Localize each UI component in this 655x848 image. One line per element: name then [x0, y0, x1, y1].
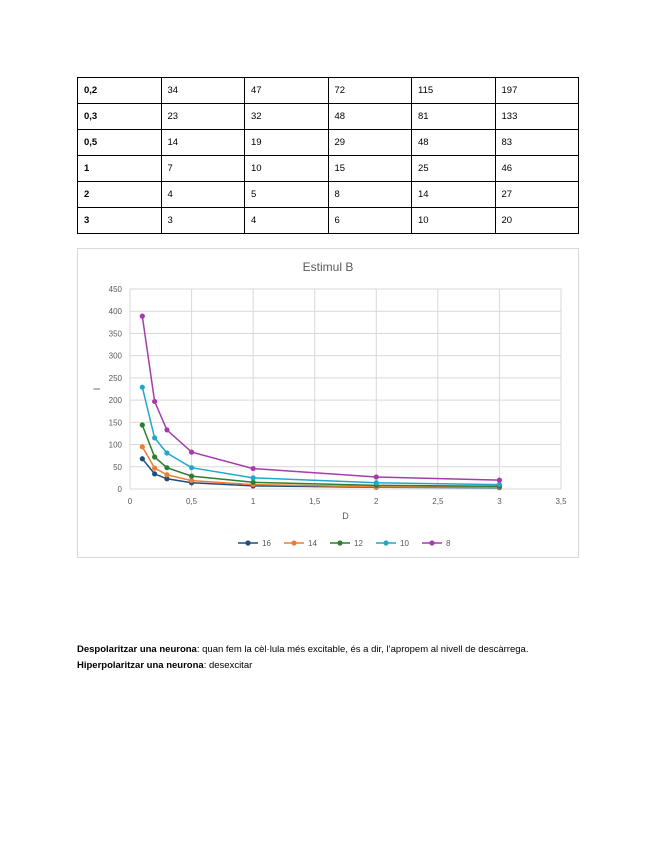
- data-point-12: [251, 480, 256, 485]
- x-tick-label: 3: [497, 497, 502, 506]
- data-point-8: [152, 399, 157, 404]
- table-cell: 20: [495, 208, 579, 234]
- table-cell: 6: [328, 208, 412, 234]
- table-cell: 197: [495, 78, 579, 104]
- x-tick-label: 0,5: [186, 497, 198, 506]
- data-point-8: [374, 474, 379, 479]
- y-tick-label: 300: [108, 351, 122, 361]
- series-line-12: [142, 425, 499, 486]
- legend-marker-12: [337, 540, 342, 545]
- table-cell: 4: [161, 182, 245, 208]
- table-cell: 0,3: [78, 104, 162, 130]
- table-cell: 5: [245, 182, 329, 208]
- table-cell: 19: [245, 130, 329, 156]
- x-tick-label: 1: [250, 497, 256, 506]
- y-tick-label: 350: [108, 329, 122, 339]
- chart-title: Estimul B: [302, 260, 354, 274]
- legend-label-14: 14: [308, 539, 317, 548]
- data-point-8: [164, 427, 169, 432]
- data-point-8: [497, 478, 502, 483]
- note-hyperpolarize: [77, 658, 547, 674]
- series-line-10: [142, 387, 499, 484]
- hyperpolarize-definition: : desexcitar: [203, 660, 253, 671]
- depolarize-definition: : quan fem la cèl·lula més excitable, és a dir, l’apropem al nivell de descàrrega.: [196, 644, 529, 655]
- line-chart: [78, 249, 578, 557]
- chart-container: [77, 248, 579, 558]
- table-cell: 3: [78, 208, 162, 234]
- y-tick-label: 450: [108, 285, 122, 294]
- table-cell: 72: [328, 78, 412, 104]
- notes-section: [77, 642, 547, 674]
- table-cell: 23: [161, 104, 245, 130]
- data-point-10: [497, 482, 502, 487]
- table-cell: 48: [412, 130, 496, 156]
- hyperpolarize-term: Hiperpolaritzar una neurona: [77, 660, 204, 671]
- x-tick-label: 1,5: [309, 497, 321, 506]
- y-axis-label: I: [92, 387, 102, 391]
- table-row: [78, 208, 579, 234]
- table-cell: 14: [412, 182, 496, 208]
- data-point-10: [251, 475, 256, 480]
- data-point-8: [140, 314, 145, 319]
- table-cell: 27: [495, 182, 579, 208]
- table-cell: 4: [245, 208, 329, 234]
- x-tick-label: 0: [127, 497, 133, 506]
- legend-label-10: 10: [400, 539, 409, 548]
- data-point-14: [164, 472, 169, 477]
- data-point-12: [152, 454, 157, 459]
- data-point-16: [140, 456, 145, 461]
- data-point-12: [189, 474, 194, 479]
- table-cell: 32: [245, 104, 329, 130]
- table-cell: 1: [78, 156, 162, 182]
- table-cell: 0,5: [78, 130, 162, 156]
- x-tick-label: 3,5: [555, 497, 567, 506]
- data-point-8: [251, 466, 256, 471]
- data-point-8: [189, 450, 194, 455]
- data-point-14: [152, 466, 157, 471]
- data-point-10: [140, 385, 145, 390]
- x-axis-label: D: [342, 511, 349, 521]
- table-cell: 29: [328, 130, 412, 156]
- y-tick-label: 100: [108, 440, 122, 450]
- legend-marker-8: [429, 540, 434, 545]
- legend-marker-10: [383, 540, 388, 545]
- table-cell: 14: [161, 130, 245, 156]
- data-point-10: [152, 435, 157, 440]
- data-point-10: [374, 480, 379, 485]
- table-cell: 8: [328, 182, 412, 208]
- table-cell: 25: [412, 156, 496, 182]
- table-cell: 47: [245, 78, 329, 104]
- legend-marker-14: [291, 540, 296, 545]
- data-point-12: [140, 422, 145, 427]
- y-tick-label: 400: [108, 307, 122, 317]
- depolarize-term: Despolaritzar una neurona: [77, 644, 197, 655]
- table-cell: 10: [412, 208, 496, 234]
- table-cell: 48: [328, 104, 412, 130]
- data-table: [77, 77, 579, 234]
- table-cell: 83: [495, 130, 579, 156]
- y-tick-label: 50: [113, 462, 122, 472]
- table-cell: 133: [495, 104, 579, 130]
- table-cell: 115: [412, 78, 496, 104]
- data-point-16: [152, 471, 157, 476]
- note-depolarize: [77, 642, 547, 658]
- table-cell: 10: [245, 156, 329, 182]
- x-tick-label: 2: [374, 497, 379, 506]
- table-cell: 15: [328, 156, 412, 182]
- legend-label-16: 16: [262, 539, 271, 548]
- legend-label-8: 8: [446, 539, 451, 548]
- table-cell: 34: [161, 78, 245, 104]
- table-row: [78, 182, 579, 208]
- table-row: [78, 156, 579, 182]
- data-point-14: [140, 444, 145, 449]
- table-cell: 2: [78, 182, 162, 208]
- table-cell: 46: [495, 156, 579, 182]
- x-tick-label: 2,5: [432, 497, 444, 506]
- table-cell: 0,2: [78, 78, 162, 104]
- table-cell: 7: [161, 156, 245, 182]
- y-tick-label: 150: [108, 418, 122, 428]
- table-cell: 81: [412, 104, 496, 130]
- y-tick-label: 250: [108, 373, 122, 383]
- table-row: [78, 78, 579, 104]
- data-point-10: [164, 450, 169, 455]
- data-point-12: [164, 465, 169, 470]
- legend-marker-16: [245, 540, 250, 545]
- table-row: [78, 130, 579, 156]
- y-tick-label: 200: [108, 396, 122, 406]
- y-tick-label: 0: [117, 485, 122, 494]
- legend-label-12: 12: [354, 539, 363, 548]
- data-point-10: [189, 465, 194, 470]
- table-cell: 3: [161, 208, 245, 234]
- table-row: [78, 104, 579, 130]
- data-point-14: [189, 478, 194, 483]
- series-line-8: [142, 316, 499, 480]
